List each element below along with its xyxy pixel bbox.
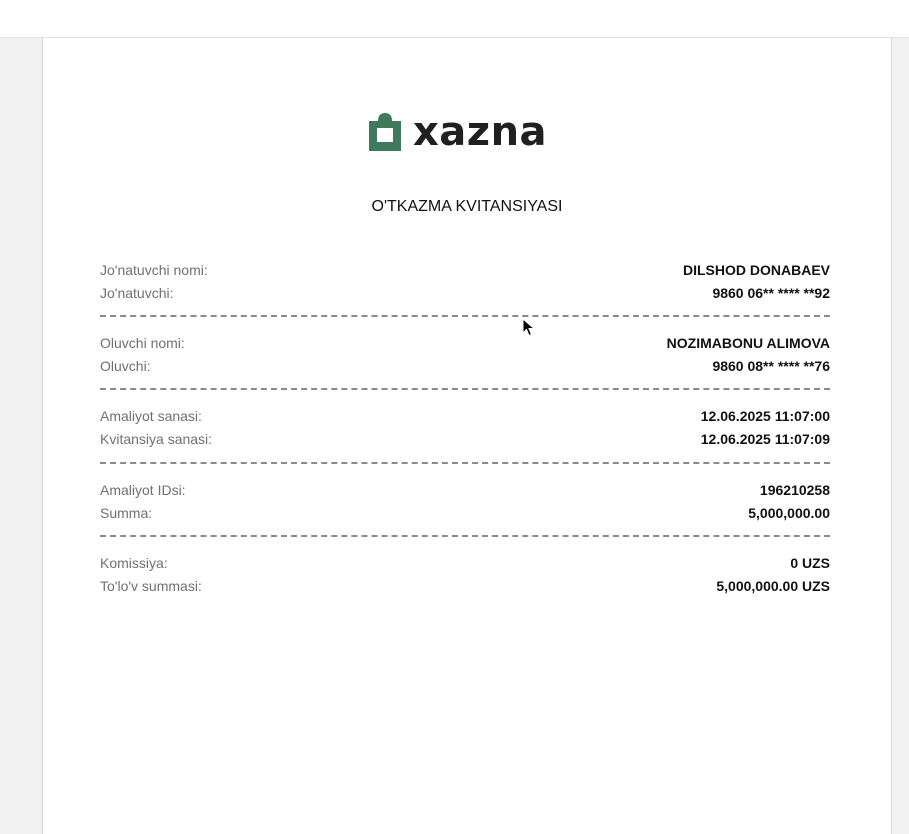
row-label: Amaliyot sanasi: — [100, 407, 202, 424]
transaction-section — [100, 478, 830, 525]
dashed-divider — [100, 462, 830, 464]
row-label: Summa: — [100, 505, 153, 522]
row-value: 5,000,000.00 UZS — [716, 578, 830, 595]
receipt-row — [100, 575, 830, 599]
row-label: Oluvchi nomi: — [100, 334, 185, 351]
viewer-toolbar — [0, 0, 909, 38]
row-label: To'lo'v summasi: — [100, 578, 202, 595]
receipt-row — [100, 478, 830, 502]
brand-name: xazna — [413, 109, 548, 155]
recipient-section — [100, 331, 830, 378]
row-label: Komissiya: — [100, 554, 168, 571]
sender-section — [100, 258, 830, 305]
row-value: NOZIMABONU ALIMOVA — [666, 334, 830, 351]
row-value: DILSHOD DONABAEV — [682, 261, 830, 278]
row-label: Jo'natuvchi: — [100, 285, 174, 302]
row-value: 12.06.2025 11:07:00 — [700, 407, 830, 424]
brand-logo — [368, 109, 548, 155]
receipt-row — [100, 355, 830, 379]
lock-bag-icon — [368, 112, 402, 152]
row-value: 196210258 — [759, 481, 830, 498]
dates-section — [100, 404, 830, 451]
receipt-row — [100, 331, 830, 355]
row-label: Kvitansiya sanasi: — [100, 431, 213, 448]
row-value: 12.06.2025 11:07:09 — [700, 431, 830, 448]
fees-section — [100, 551, 830, 598]
row-value: 9860 08** **** **76 — [712, 358, 830, 375]
dashed-divider — [100, 315, 830, 317]
row-value: 9860 06** **** **92 — [712, 285, 830, 302]
dashed-divider — [100, 388, 830, 390]
receipt-row — [100, 428, 830, 452]
receipt-row — [100, 258, 830, 282]
receipt-row — [100, 404, 830, 428]
row-value: 5,000,000.00 — [748, 505, 830, 522]
receipt-title: O'TKAZMA KVITANSIYASI — [371, 198, 563, 215]
dashed-divider — [100, 535, 830, 537]
receipt-row — [100, 282, 830, 306]
receipt-page — [42, 38, 892, 834]
row-value: 0 UZS — [790, 554, 830, 571]
mouse-cursor-icon — [522, 318, 536, 338]
row-label: Amaliyot IDsi: — [100, 481, 186, 498]
receipt-row — [100, 551, 830, 575]
row-label: Oluvchi: — [100, 358, 151, 375]
receipt-row — [100, 502, 830, 526]
row-label: Jo'natuvchi nomi: — [100, 261, 208, 278]
